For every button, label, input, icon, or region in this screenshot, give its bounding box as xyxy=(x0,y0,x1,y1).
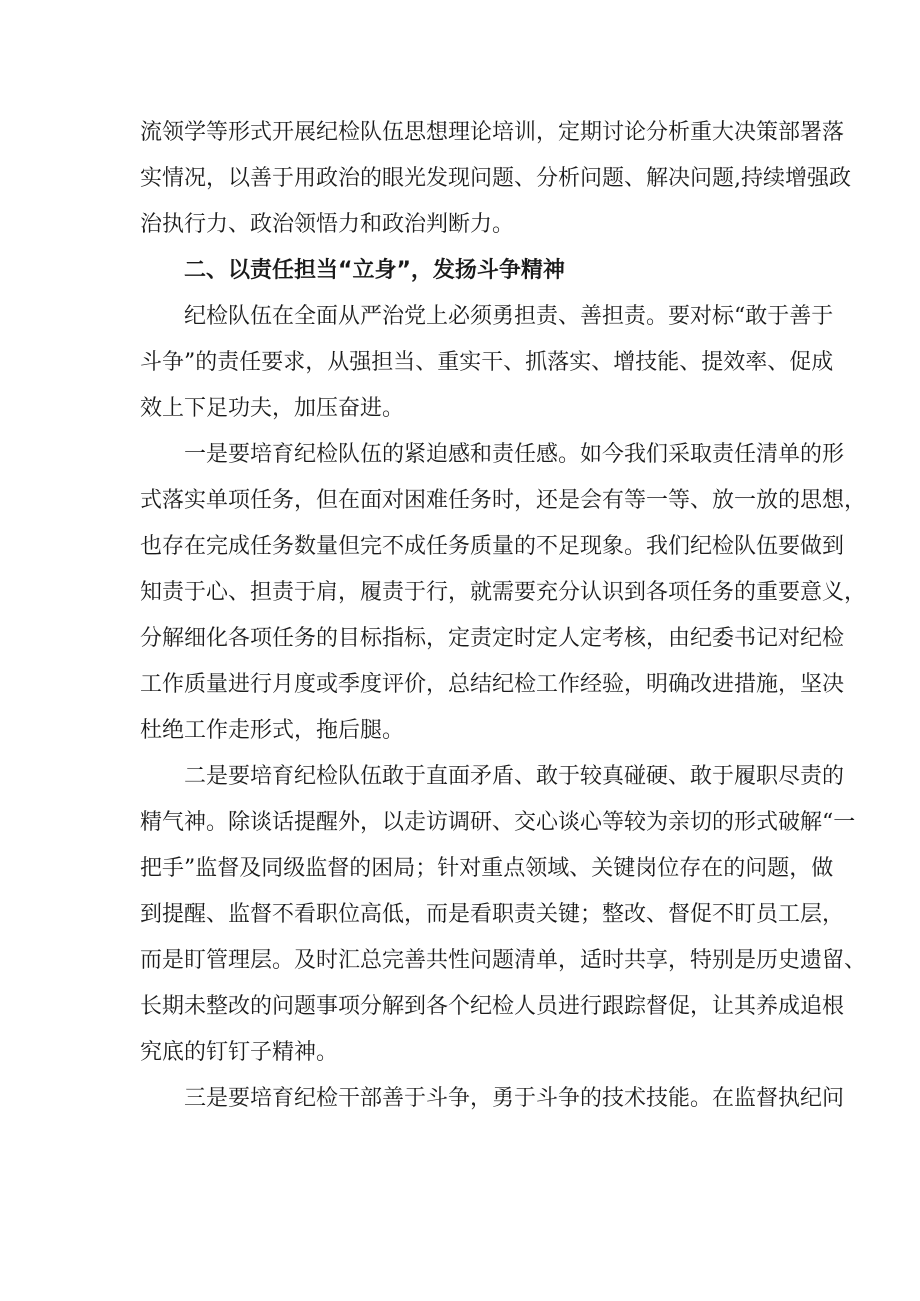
text-line: 知责于心、担责于肩，履责于行，就需要充分认识到各项任务的重要意义， xyxy=(140,580,867,605)
text-line: 效上下足功夫，加压奋进。 xyxy=(140,396,405,421)
text-line: 究底的钉钉子精神。 xyxy=(140,1040,339,1065)
document-body xyxy=(140,110,867,1122)
text-line: 杜绝工作走形式，拖后腿。 xyxy=(140,718,405,743)
paragraph-first-line: 二是要培育纪检队伍敢于直面矛盾、敢于较真碰硬、敢于履职尽责的 xyxy=(184,764,845,789)
text-line: 到提醒、监督不看职位高低，而是看职责关键；整改、督促不盯员工层， xyxy=(140,902,845,927)
text-line: 长期未整改的问题事项分解到各个纪检人员进行跟踪督促，让其养成追根 xyxy=(140,994,845,1019)
text-line: 精气神。除谈话提醒外，以走访调研、交心谈心等较为亲切的形式破解“一 xyxy=(140,810,856,835)
text-line: 式落实单项任务，但在面对困难任务时，还是会有等一等、放一放的思想， xyxy=(140,488,867,513)
text-line: 实情况，以善于用政治的眼光发现问题、分析问题、解决问题,持续增强政 xyxy=(140,166,851,191)
text-line: 也存在完成任务数量但完不成任务质量的不足现象。我们纪检队伍要做到 xyxy=(140,534,845,559)
text-line: 流领学等形式开展纪检队伍思想理论培训，定期讨论分析重大决策部署落 xyxy=(140,120,845,145)
paragraph-first-line: 纪检队伍在全面从严治党上必须勇担责、善担责。要对标“敢于善于 xyxy=(184,304,834,329)
text-line: 斗争”的责任要求，从强担当、重实干、抓落实、增技能、提效率、促成 xyxy=(140,350,834,375)
text-line: 治执行力、政治领悟力和政治判断力。 xyxy=(140,212,515,237)
text-line: 工作质量进行月度或季度评价，总结纪检工作经验，明确改进措施，坚决 xyxy=(140,672,845,697)
paragraph-first-line: 一是要培育纪检队伍的紧迫感和责任感。如今我们采取责任清单的形 xyxy=(184,442,845,467)
section-heading: 二、以责任担当“立身”，发扬斗争精神 xyxy=(184,258,565,283)
text-line: 分解细化各项任务的目标指标，定责定时定人定考核，由纪委书记对纪检 xyxy=(140,626,845,651)
paragraph-first-line: 三是要培育纪检干部善于斗争，勇于斗争的技术技能。在监督执纪问 xyxy=(184,1086,845,1111)
text-line: 把手”监督及同级监督的困局；针对重点领域、关键岗位存在的问题，做 xyxy=(140,856,834,881)
text-line: 而是盯管理层。及时汇总完善共性问题清单，适时共享，特别是历史遗留、 xyxy=(140,948,867,973)
